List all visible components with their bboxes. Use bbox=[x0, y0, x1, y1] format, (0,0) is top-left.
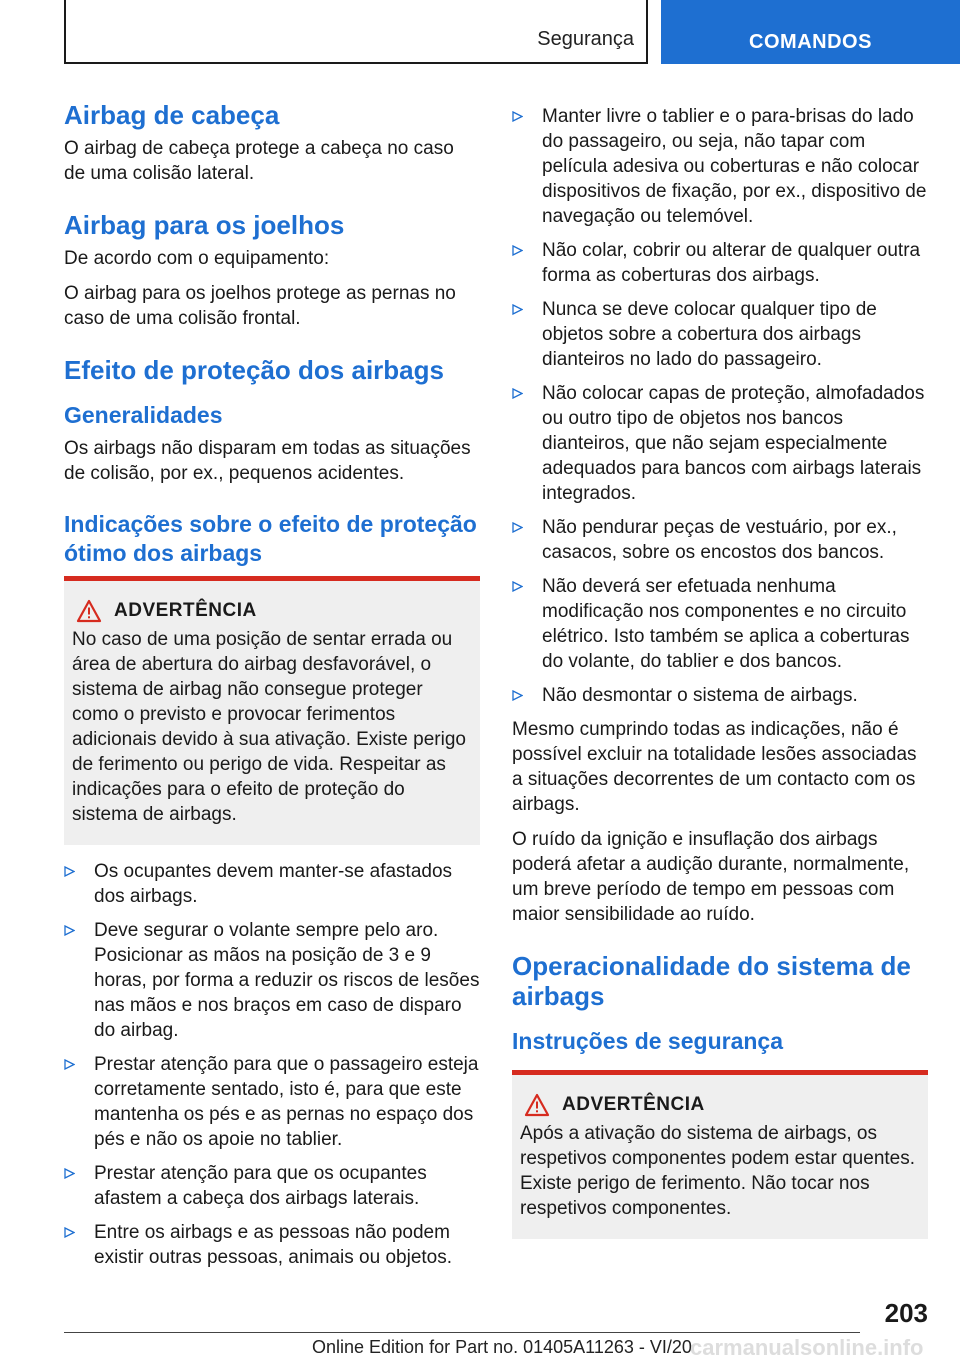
heading-knee-airbag: Airbag para os joelhos bbox=[64, 210, 345, 240]
list-item: Não desmontar o sistema de airbags. bbox=[512, 683, 928, 708]
list-item: Prestar atenção para que o passageiro esteja corretamente sentado, isto é, para que este mantenha os pés e as pernas no espaço dos pés e não os apoie no tablier. bbox=[64, 1052, 480, 1152]
warning-text: No caso de uma posição de sentar errada ou área de abertura do airbag desfavorável, o sistema de airbag não consegue proteger como o previsto e provocar ferimentos adicionais devido à sua ativação. Existe perigo de ferimento ou perigo de vida. Respeitar as indicações para o efeito de proteção do sistema de airbags. bbox=[72, 629, 466, 825]
list-item: Não deverá ser efetuada nenhuma modificação nos componentes e no circuito elétrico. Isto também se aplica a coberturas do volante, do tablier e dos bancos. bbox=[512, 574, 928, 674]
paragraph-noise: O ruído da ignição e insuflação dos airbags poderá afetar a audição durante, normalmente, um breve período de tempo em pessoas com maior sensibilidade ao ruído. bbox=[512, 829, 910, 925]
header-frame bbox=[64, 0, 648, 64]
warning-triangle-icon bbox=[524, 1093, 550, 1117]
bullet-triangle-icon bbox=[512, 388, 523, 399]
list-item: Nunca se deve colocar qualquer tipo de objetos sobre a cobertura dos airbags dianteiros no lado do passageiro. bbox=[512, 297, 928, 372]
warning-text: Após a ativação do sistema de airbags, os respetivos componentes podem estar quentes. Existe perigo de ferimento. Não tocar nos respetivos componentes. bbox=[520, 1123, 916, 1219]
bullet-triangle-icon bbox=[512, 304, 523, 315]
safety-bullet-list-left bbox=[64, 859, 480, 1270]
paragraph-knee-equipment: De acordo com o equipamento: bbox=[64, 248, 330, 269]
paragraph-knee-airbag: O airbag para os joelhos protege as pernas no caso de uma colisão frontal. bbox=[64, 283, 456, 329]
heading-general: Generalidades bbox=[64, 402, 223, 428]
bullet-triangle-icon bbox=[64, 1227, 75, 1238]
bullet-triangle-icon bbox=[64, 925, 75, 936]
warning-title: ADVERTÊNCIA bbox=[114, 600, 257, 621]
heading-indications: Indicações sobre o efeito de proteção ótimo dos airbags bbox=[64, 511, 477, 566]
heading-head-airbag: Airbag de cabeça bbox=[64, 100, 280, 130]
heading-safety-instructions: Instruções de segurança bbox=[512, 1028, 783, 1054]
footer-edition-text: Online Edition for Part no. 01405A11263 - VI/20 bbox=[312, 1337, 692, 1357]
bullet-triangle-icon bbox=[512, 581, 523, 592]
list-item: Não colar, cobrir ou alterar de qualquer outra forma as coberturas dos airbags. bbox=[512, 238, 928, 288]
paragraph-general: Os airbags não disparam em todas as situações de colisão, por ex., pequenos acidentes. bbox=[64, 438, 471, 484]
bullet-triangle-icon bbox=[64, 1168, 75, 1179]
warning-triangle-icon bbox=[76, 599, 102, 623]
warning-box-seating bbox=[64, 576, 480, 845]
bullet-triangle-icon bbox=[512, 111, 523, 122]
right-column bbox=[512, 104, 928, 1253]
header-section-title: Segurança bbox=[537, 28, 634, 50]
list-item: Os ocupantes devem manter-se afastados dos airbags. bbox=[64, 859, 480, 909]
heading-operational-readiness: Operacionalidade do sistema de airbags bbox=[512, 951, 911, 1011]
bullet-triangle-icon bbox=[512, 245, 523, 256]
list-item: Não pendurar peças de vestuário, por ex., casacos, sobre os encostos dos bancos. bbox=[512, 515, 928, 565]
list-item: Manter livre o tablier e o para-brisas do lado do passageiro, ou seja, não tapar com película adesiva ou coberturas e não colocar dispositivos de fixação, por ex., dispositivo de navegação ou telemóvel. bbox=[512, 104, 928, 229]
left-column bbox=[64, 100, 480, 1279]
warning-title: ADVERTÊNCIA bbox=[562, 1094, 705, 1115]
heading-protection-effect: Efeito de proteção dos airbags bbox=[64, 355, 444, 385]
list-item: Não colocar capas de proteção, almofadados ou outro tipo de objetos nos bancos dianteiros, que não sejam especialmente adequados para bancos com airbags laterais integrados. bbox=[512, 381, 928, 506]
page-number: 203 bbox=[884, 1298, 928, 1328]
footer-divider bbox=[64, 1332, 860, 1333]
paragraph-head-airbag: O airbag de cabeça protege a cabeça no caso de uma colisão lateral. bbox=[64, 138, 454, 184]
bullet-triangle-icon bbox=[512, 690, 523, 701]
header-chapter-tab: COMANDOS bbox=[661, 0, 960, 64]
list-item: Prestar atenção para que os ocupantes afastem a cabeça dos airbags laterais. bbox=[64, 1161, 480, 1211]
warning-box-hot-components bbox=[512, 1070, 928, 1239]
bullet-triangle-icon bbox=[64, 866, 75, 877]
safety-bullet-list-right bbox=[512, 104, 928, 708]
list-item: Deve segurar o volante sempre pelo aro. Posicionar as mãos na posição de 3 e 9 horas, por forma a reduzir os riscos de lesões nas mãos e nos braços em caso de disparo do airbag. bbox=[64, 918, 480, 1043]
paragraph-residual-risk: Mesmo cumprindo todas as indicações, não é possível excluir na totalidade lesões associadas a situações decorrentes de um contacto com os airbags. bbox=[512, 719, 917, 815]
list-item: Entre os airbags e as pessoas não podem existir outras pessoas, animais ou objetos. bbox=[64, 1220, 480, 1270]
bullet-triangle-icon bbox=[512, 522, 523, 533]
bullet-triangle-icon bbox=[64, 1059, 75, 1070]
watermark-logo: carmanualsonline.info bbox=[690, 1335, 924, 1360]
